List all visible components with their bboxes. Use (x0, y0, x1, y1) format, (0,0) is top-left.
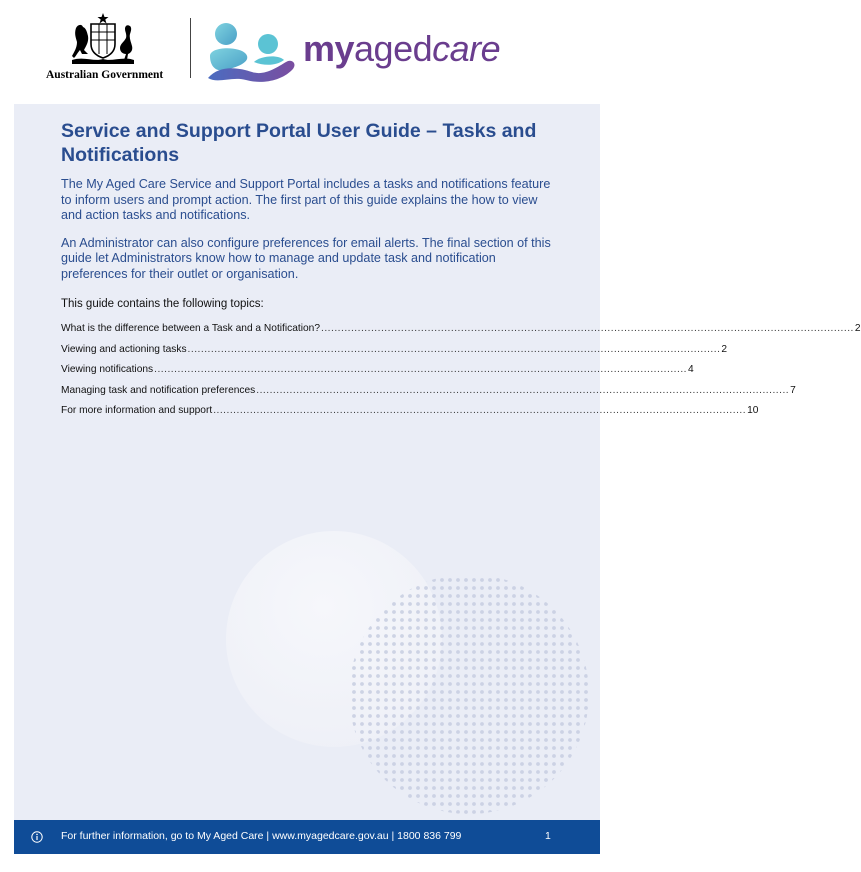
toc-entry[interactable] (61, 323, 861, 344)
toc-entry-label: Viewing notifications (61, 364, 154, 375)
toc-entry[interactable] (61, 384, 796, 406)
toc-entry[interactable] (61, 343, 728, 365)
toc-entry[interactable] (61, 364, 694, 385)
toc-entry-label: Viewing and actioning tasks (61, 343, 187, 355)
page-footer (14, 820, 600, 854)
my-aged-care-logo-icon (206, 22, 298, 84)
toc-leader: ................................................................................................................................................................ (256, 384, 790, 396)
header-divider (190, 18, 191, 78)
toc-entry-label: What is the difference between a Task and a Notification? (61, 323, 320, 334)
toc-entry-page: 2 (721, 343, 728, 355)
table-of-contents (61, 323, 861, 426)
coat-of-arms-icon (68, 12, 138, 66)
wordmark-aged: aged (354, 28, 433, 69)
footer-contact-text: For further information, go to My Aged Care | www.myagedcare.gov.au | 1800 836 799 (61, 830, 462, 842)
intro-paragraph: The My Aged Care Service and Support Portal includes a tasks and notifications feature to inform users and prompt action. The first part of this guide explains the how to view and action tasks and notifications. (61, 177, 551, 222)
topics-intro: This guide contains the following topics: (61, 298, 264, 310)
admin-paragraph: An Administrator can also configure preferences for email alerts. The final section of this guide let Administrators know how to manage and update task and notification preferences for their outlet or organisation. (61, 235, 551, 281)
content-panel (14, 104, 861, 820)
toc-leader: ................................................................................................................................................................ (154, 364, 687, 375)
wordmark-my: my (303, 28, 355, 69)
page-header (0, 0, 618, 104)
toc-leader: ................................................................................................................................................................ (213, 405, 747, 416)
toc-leader: ................................................................................................................................................................ (187, 343, 721, 355)
toc-entry[interactable] (61, 405, 759, 426)
my-aged-care-wordmark (303, 28, 500, 70)
toc-leader: ................................................................................................................................................................ (321, 323, 854, 334)
info-icon (31, 831, 43, 843)
toc-entry-page: 2 (854, 323, 861, 334)
document-body (61, 119, 861, 426)
toc-entry-label: Managing task and notification preferences (61, 384, 256, 396)
toc-entry-label: For more information and support (61, 405, 213, 416)
page-title: Service and Support Portal User Guide – Tasks and Notifications (61, 120, 537, 166)
toc-entry-page: 4 (688, 364, 694, 375)
wordmark-care: care (432, 28, 501, 69)
footer-page-number: 1 (545, 830, 551, 842)
government-name: Australian Government (46, 69, 164, 81)
toc-entry-page: 7 (790, 384, 796, 396)
toc-entry-page: 10 (747, 405, 759, 416)
